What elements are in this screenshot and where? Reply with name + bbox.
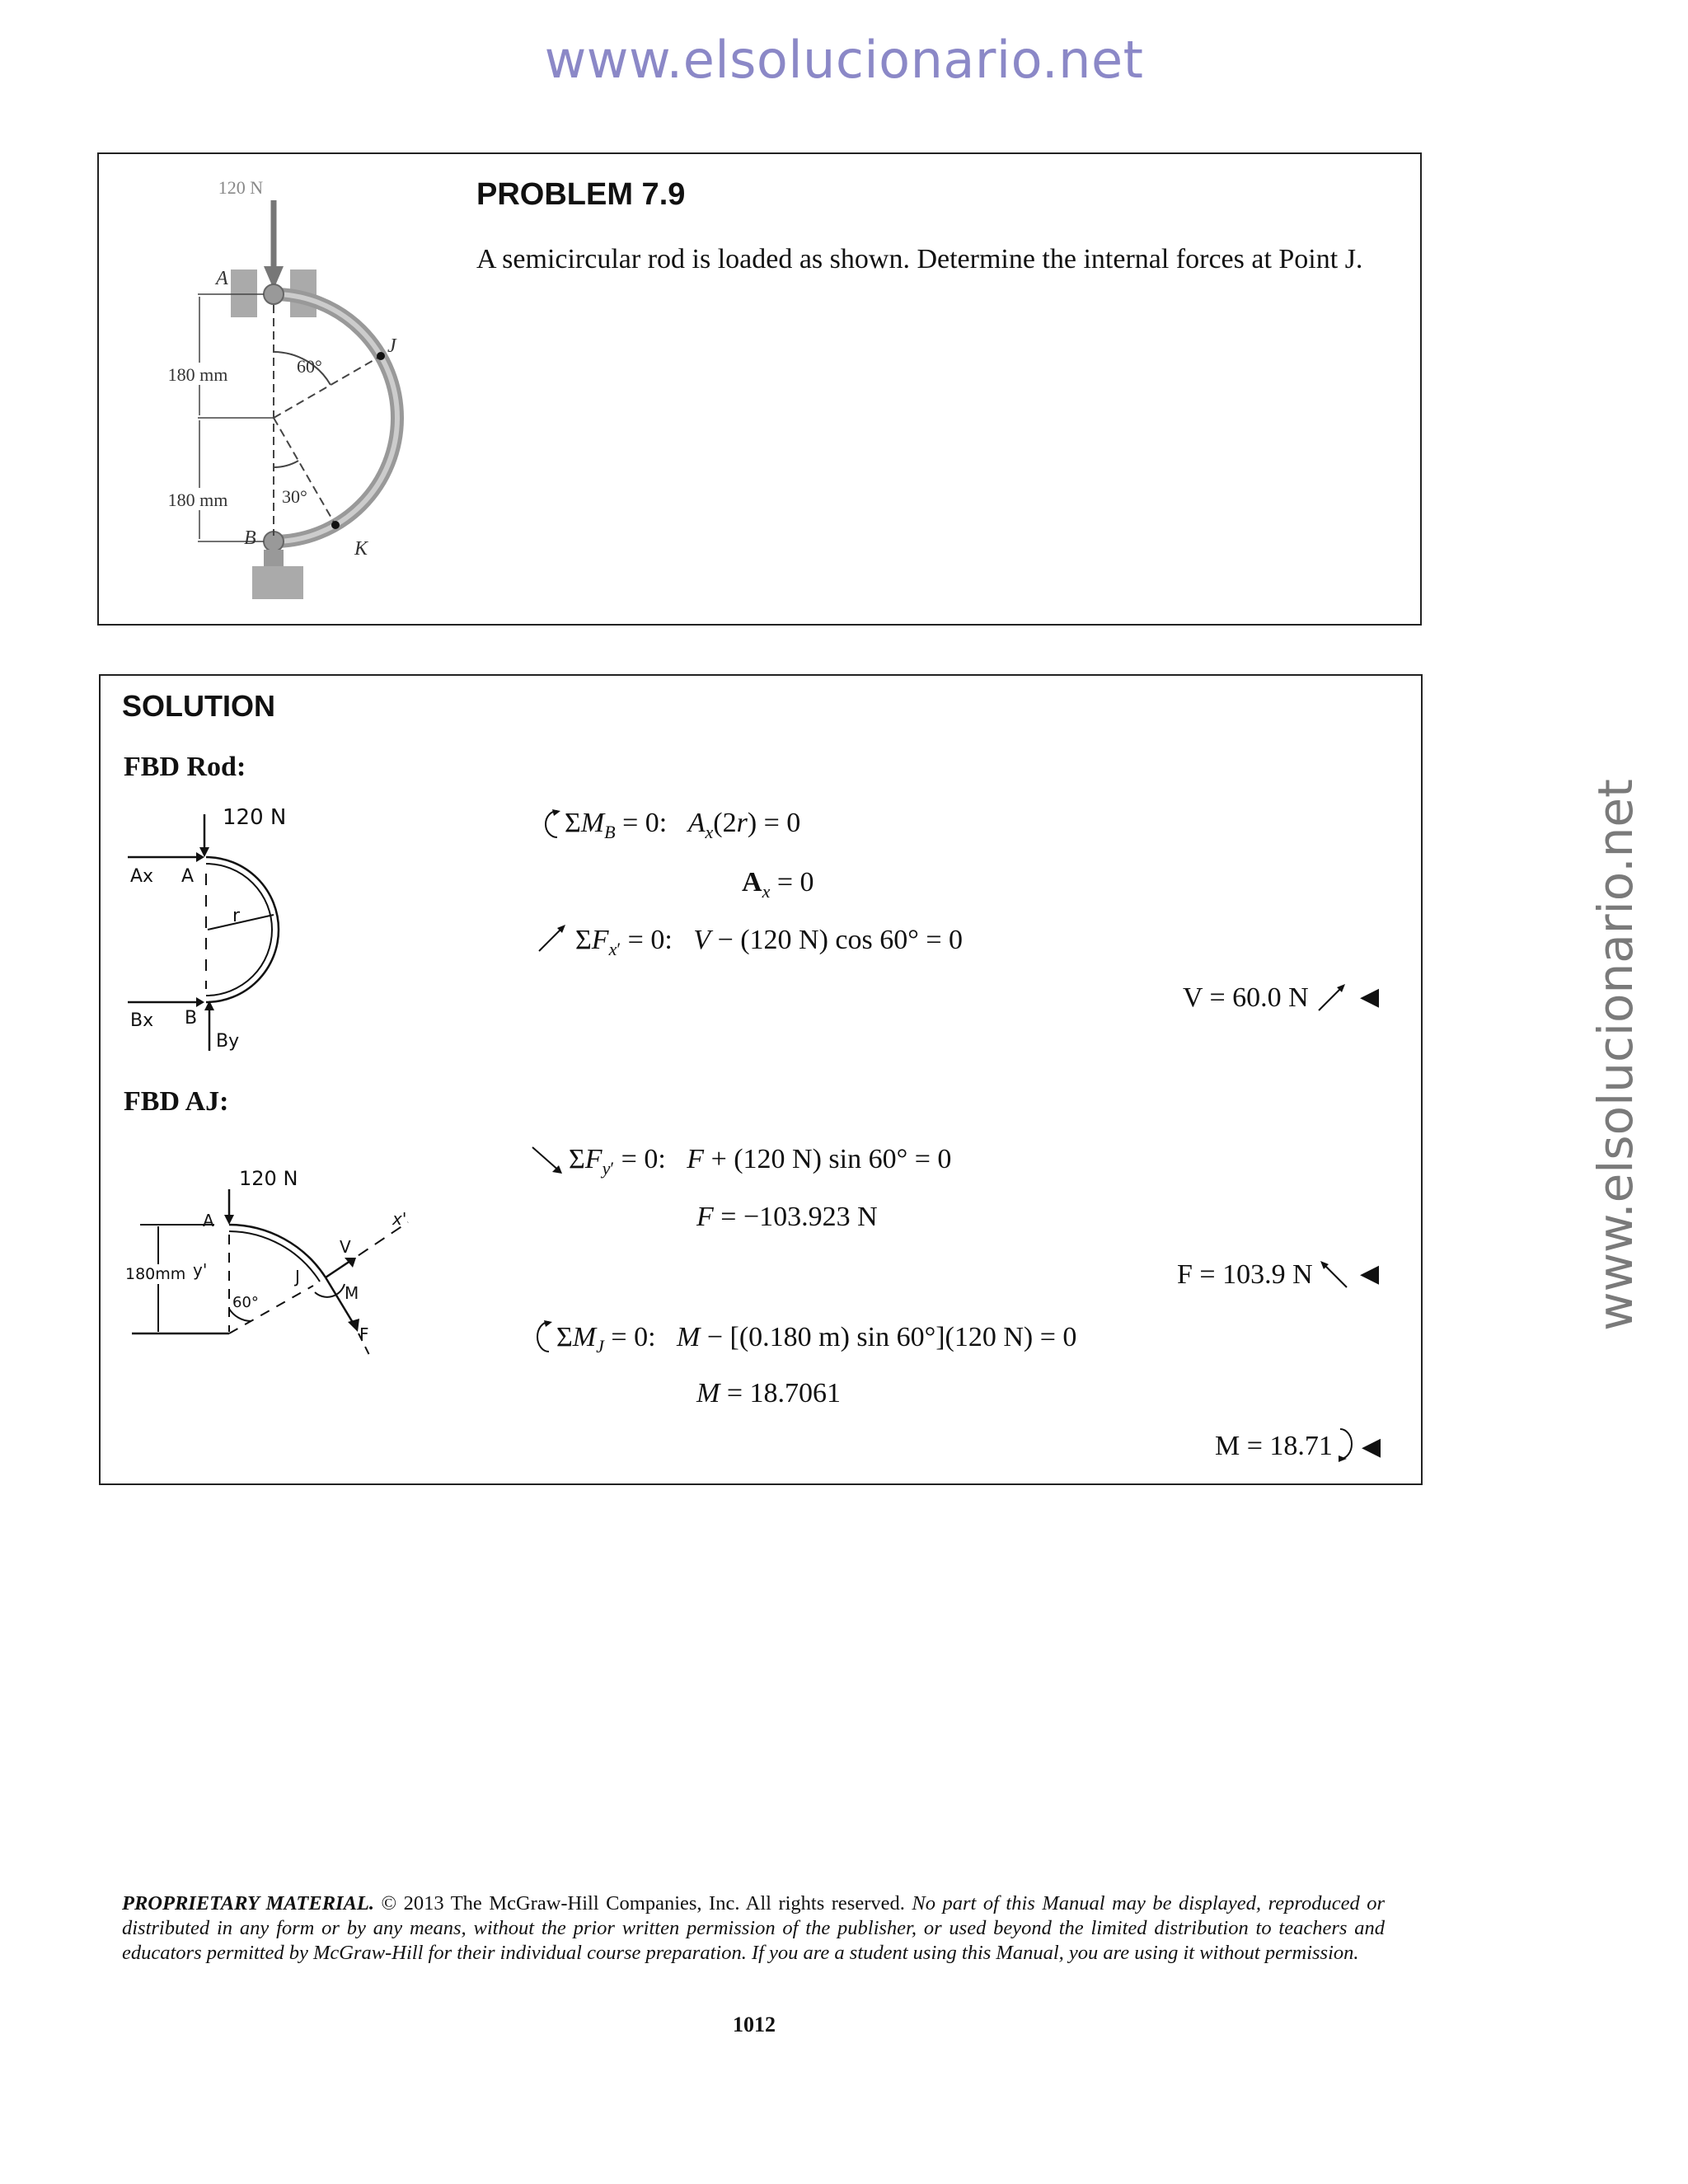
- result-v-text: V = 60.0 N: [1183, 982, 1309, 1013]
- aj-dim-label: 180mm: [125, 1265, 186, 1283]
- point-k-dot: [331, 521, 340, 529]
- radius-k: [274, 418, 335, 525]
- problem-figure: [148, 169, 445, 614]
- equation-moment-j: $\Sigma M_J = 0$: M − [(0.180 m) sin 60°](120 N) = 0: [556, 1322, 1077, 1357]
- rod-load-label: 120 N: [223, 805, 287, 830]
- result-v: [1183, 982, 1309, 1014]
- aj-angle-label: 60°: [232, 1294, 259, 1311]
- f-direction-icon: [1317, 1258, 1350, 1291]
- watermark-top: www.elsolucionario.net: [544, 30, 1144, 90]
- rod-radius-line: [208, 915, 274, 930]
- pin-a: [264, 284, 284, 304]
- aj-f-arrowhead: [348, 1319, 359, 1332]
- angle-30-label: 30°: [282, 486, 307, 507]
- problem-statement: A semicircular rod is loaded as shown. Determine the internal forces at Point J.: [476, 244, 1363, 274]
- result-f-text: F = 103.9 N: [1177, 1259, 1313, 1290]
- dim-bottom-label: 180 mm: [167, 490, 228, 510]
- rod-a-label: A: [181, 866, 195, 887]
- rod-by-label: By: [216, 1031, 240, 1052]
- aj-v-arrow: [326, 1261, 350, 1277]
- footer-notice: [122, 1891, 1385, 1966]
- point-b-label: B: [244, 527, 256, 549]
- aj-a-label: A: [203, 1211, 214, 1230]
- equation-m-value: M = 18.7061: [696, 1378, 842, 1408]
- bottom-support-post: [264, 550, 284, 566]
- v-direction-icon: [1315, 981, 1348, 1014]
- result-m-text: M = 18.71: [1215, 1431, 1333, 1461]
- aj-y-prime-label: y': [193, 1260, 208, 1280]
- radius-j: [274, 356, 381, 418]
- solution-title: SOLUTION: [122, 689, 275, 723]
- point-j-label: J: [387, 335, 396, 357]
- figure-load-label: 120 N: [218, 177, 264, 198]
- rod-outer-arc: [206, 857, 279, 1002]
- force-direction-icon-x: [536, 921, 569, 954]
- moment-sign-icon-1: [541, 808, 562, 841]
- aj-load-label: 120 N: [239, 1167, 298, 1190]
- aj-f-label: F: [359, 1324, 369, 1344]
- aj-load-arrowhead: [224, 1215, 234, 1225]
- equation-sum-fx: $\Sigma F_{x'} = 0$: V − (120 N) cos 60° = 0: [575, 925, 964, 959]
- rod-bx-label: Bx: [130, 1010, 154, 1031]
- angle-arc-30: [274, 461, 298, 467]
- rod-r-label: r: [232, 906, 241, 926]
- force-direction-icon-y: [529, 1144, 565, 1177]
- answer-marker-v: ◀: [1360, 983, 1380, 1010]
- equation-f-value: F = −103.923 N: [696, 1202, 878, 1232]
- equation-sum-fy: $\Sigma F_{y'} = 0$: F + (120 N) sin 60° = 0: [569, 1144, 952, 1179]
- answer-marker-m: ◀: [1362, 1433, 1381, 1460]
- m-direction-icon: [1337, 1426, 1357, 1464]
- watermark-side: www.elsolucionario.net: [1587, 779, 1643, 1331]
- point-j-dot: [377, 352, 385, 360]
- footer-notice-text: No part of this Manual may be displayed, reproduced or distributed in any form or by any means, without the prior written permission of the publisher, or used beyond the limited distribution to teachers and educators permitted by McGraw-Hill for their individual course preparation. If you are a student using this Manual, you are using it without permission.: [122, 1892, 1385, 1964]
- equation-moment-b: $\Sigma M_B = 0$: $A_x(2r) = 0$: [565, 808, 801, 842]
- equation-ax-result: $A_x = 0$: [742, 867, 814, 902]
- aj-inner-arc: [229, 1231, 320, 1282]
- fbd-aj-label: FBD AJ:: [124, 1086, 229, 1117]
- aj-x-prime-label: x': [392, 1209, 407, 1229]
- dim-top-label: 180 mm: [167, 364, 228, 385]
- fbd-rod-label: FBD Rod:: [124, 752, 246, 782]
- rod-ax-label: Ax: [130, 866, 154, 887]
- rod-b-label: B: [185, 1008, 198, 1029]
- aj-j-label: J: [295, 1267, 300, 1286]
- problem-title: PROBLEM 7.9: [476, 177, 686, 212]
- point-a-label: A: [216, 268, 228, 289]
- bottom-support-base: [252, 566, 303, 599]
- fbd-rod-figure: [124, 799, 321, 1071]
- rod-bx-arrowhead: [196, 997, 204, 1007]
- answer-marker-f: ◀: [1360, 1260, 1380, 1287]
- footer-lead: PROPRIETARY MATERIAL.: [122, 1892, 374, 1915]
- result-f: [1177, 1259, 1313, 1291]
- page-number: 1012: [733, 2013, 776, 2036]
- angle-60-label: 60°: [297, 356, 322, 377]
- aj-m-label: M: [345, 1283, 359, 1303]
- point-k-label: K: [354, 538, 368, 560]
- aj-v-label: V: [340, 1237, 351, 1257]
- footer-copyright: © 2013 The McGraw-Hill Companies, Inc. All rights reserved.: [381, 1892, 905, 1915]
- fbd-aj-figure: [124, 1160, 437, 1375]
- moment-sign-icon-2: [532, 1319, 554, 1355]
- result-m: [1215, 1431, 1333, 1462]
- support-block-left: [231, 269, 257, 317]
